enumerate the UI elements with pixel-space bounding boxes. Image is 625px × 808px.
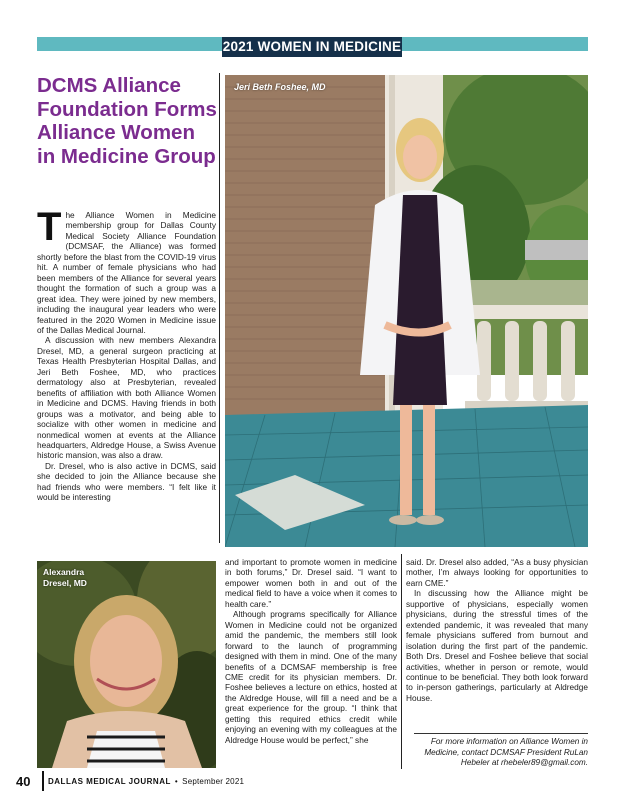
portrait-caption xyxy=(43,567,87,588)
article-paragraph: In discussing how the Alliance might be supportive of physicians, especially women physicians, during the stressful times of the extended pandemic, it was revealed that many female physicians suffered from burnout and isolation during the first part of the pandemic. Both Drs. Dresel and Foshee believe that social activities, whether in person or remote, would continue to be beneficial. They both look forward to in-person gatherings, particularly at Aldredge House. xyxy=(406,588,588,703)
contact-note: For more information on Alliance Women in Medicine, contact DCMSAF President RuLan Hebeler at rhebeler89@gmail.com. xyxy=(424,737,588,767)
article-paragraph: Dr. Dresel, who is also active in DCMS, said she decided to join the Alliance because she had friends who were members. “I felt like it would be interesting xyxy=(37,460,216,503)
portrait-photo xyxy=(37,561,216,768)
article-paragraph: Although programs specifically for Alliance Women in Medicine could not be organized amid the pandemic, the members still look forward to the launch of programming designed with them in mind. One of the many benefits of a DCMSAF membership is free CME credit for its physician members. Dr. Foshee believes a lecture on ethics, hosted at the Aldredge House, will fill a need and be a great experience for the group. “I think that getting this required ethics credit while enjoying an evening with my colleagues at the Aldredge House would be perfect,” she xyxy=(225,609,397,745)
article-column-2 xyxy=(225,557,397,745)
footer-separator: • xyxy=(174,777,179,786)
article-column-1 xyxy=(37,205,216,503)
article-paragraph: and important to promote women in medicine in both forums,” Dr. Dresel said. “I want to empower women both in and out of the medical field to have a voice when it comes to health care.” xyxy=(225,557,397,609)
main-photo xyxy=(225,75,588,547)
page-footer xyxy=(10,773,310,789)
article-column-3 xyxy=(406,557,588,703)
page-number: 40 xyxy=(16,774,31,789)
footer-divider xyxy=(42,771,44,791)
column-divider xyxy=(401,554,402,769)
column-divider xyxy=(219,73,220,543)
headline: DCMS Alliance Foundation Forms Alliance Women in Medicine Group xyxy=(37,74,217,168)
portrait-caption-line: Alexandra xyxy=(43,567,85,577)
portrait-caption-line: Dresel, MD xyxy=(43,577,87,588)
section-tag: 2021 WOMEN IN MEDICINE xyxy=(222,37,402,57)
article-paragraph: said. Dr. Dresel also added, “As a busy physician mother, I’m always looking for opportunities to earn CME.” xyxy=(406,557,588,588)
article-paragraph: A discussion with new members Alexandra Dresel, MD, a general surgeon practicing at Texas Health Presbyterian Hospital Dallas, and Jeri Beth Foshee, MD, who practices dermatology also at Presbyterian, revealed benefits of affiliation with both Alliance Women in Medicine and DCMS. Having friends in both groups was a motivator, and being able to socialize with other women in medicine and nonmedical women at events at the Alliance headquarters, Aldredge House, a Swiss Avenue historic mansion, was also a draw. xyxy=(37,335,216,461)
main-photo-caption: Jeri Beth Foshee, MD xyxy=(234,82,326,92)
publication-name: DALLAS MEDICAL JOURNAL xyxy=(48,777,171,786)
note-divider xyxy=(414,733,588,734)
publication-line xyxy=(48,777,244,786)
issue-date: September 2021 xyxy=(182,777,245,786)
drop-cap: T xyxy=(37,205,62,249)
article-paragraph: The Alliance Women in Medicine membership group for Dallas County Medical Society Alliance Foundation (DCMSAF, the Alliance) was formed shortly before the blast from the COVID-19 virus hit. A number of female physicians who had been members of the Alliance for several years thought the formation of such a group was a great idea. They were joined by new members, including the inaugural year leaders who were featured in the 2020 Women in Medicine issue of the Dallas Medical Journal. xyxy=(37,205,216,335)
